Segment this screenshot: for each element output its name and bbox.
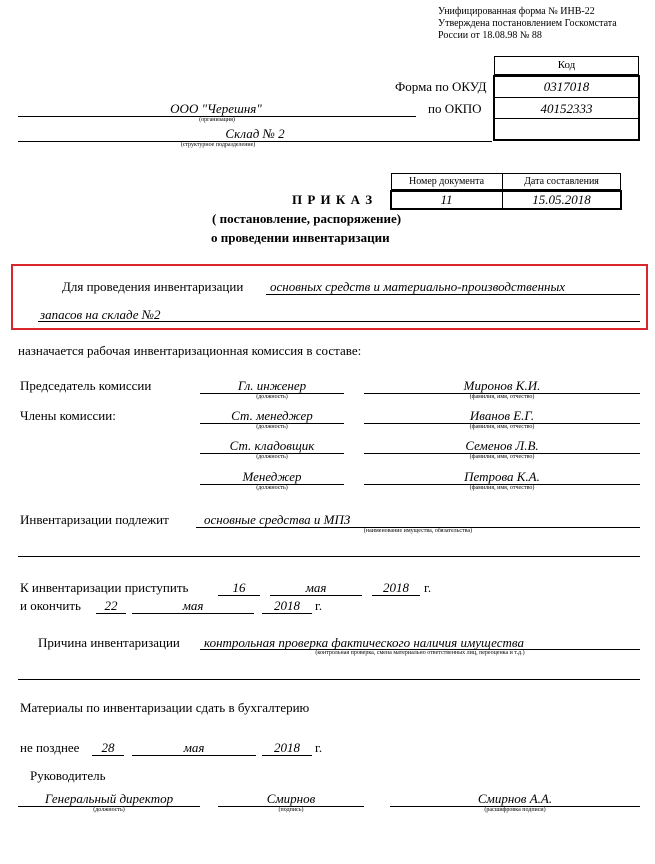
subject-label: Инвентаризации подлежит: [20, 512, 169, 527]
end-day: 22: [104, 598, 118, 613]
form-name: Унифицированная форма № ИНВ-22: [438, 6, 595, 17]
head-signature-caption: (подпись): [278, 807, 304, 813]
okud-label: Форма по ОКУД: [395, 79, 487, 94]
purpose-line1: [266, 294, 640, 295]
doc-date-header: Дата составления: [524, 176, 599, 187]
okud-value: 0317018: [543, 79, 590, 94]
doc-number-value: 11: [440, 192, 453, 207]
head-signature: Смирнов: [266, 791, 316, 806]
end-year-suffix: г.: [315, 598, 323, 613]
reason-value: контрольная проверка фактического наличия имущества: [204, 635, 524, 650]
start-day: 16: [232, 580, 246, 595]
deadline-label: не позднее: [20, 740, 80, 755]
reason-caption: (контрольная проверка, смена материально ответственных лиц, переоценка и т.д.): [315, 650, 525, 656]
code-header: Код: [557, 59, 576, 71]
purpose-value-line2: запасов на складе №2: [40, 307, 161, 322]
order-subtitle: ( постановление, распоряжение): [212, 211, 402, 226]
head-decoding-caption: (расшифровка подписи): [484, 807, 546, 813]
name-caption: (фамилия, имя, отчество): [469, 394, 535, 400]
position-caption: (должность): [256, 424, 288, 430]
name-caption: (фамилия, имя, отчество): [469, 454, 535, 460]
start-month: мая: [305, 580, 327, 595]
organization-caption: (организация): [199, 117, 235, 123]
end-month-line: [132, 613, 254, 614]
subject-line2: [18, 556, 640, 557]
purpose-label: Для проведения инвентаризации: [62, 279, 244, 294]
end-month: мая: [182, 598, 204, 613]
head-decoding: Смирнов А.А.: [477, 791, 553, 806]
deadline-month: мая: [183, 740, 205, 755]
order-topic: о проведении инвентаризации: [211, 230, 390, 245]
approval-line: Утверждена постановлением Госкомстата: [438, 18, 617, 29]
member-position: Ст. кладовщик: [229, 438, 315, 453]
head-position-caption: (должность): [93, 807, 125, 813]
approval-date: России от 18.08.98 № 88: [438, 30, 542, 41]
end-year: 2018: [274, 598, 300, 613]
subject-caption: (наименование имущества, обязательства): [363, 528, 473, 534]
subject-value: основные средства и МПЗ: [204, 512, 351, 527]
deadline-year: 2018: [274, 740, 300, 755]
members-label: Члены комиссии:: [20, 408, 116, 423]
head-position: Генеральный директор: [44, 791, 174, 806]
position-caption: (должность): [256, 485, 288, 491]
end-day-line: [96, 613, 126, 614]
okpo-value: 40152333: [540, 101, 593, 116]
doc-date-value: 15.05.2018: [532, 192, 591, 207]
head-label: Руководитель: [30, 768, 106, 783]
member-position: Ст. менеджер: [231, 408, 313, 423]
member-name: Петрова К.А.: [464, 469, 540, 484]
position-caption: (должность): [256, 454, 288, 460]
chairman-name: Миронов К.И.: [463, 378, 541, 393]
reason-line2: [18, 679, 640, 680]
deadline-day-line: [92, 755, 124, 756]
deadline-month-line: [132, 755, 256, 756]
start-label: К инвентаризации приступить: [20, 580, 189, 595]
start-day-line: [218, 595, 260, 596]
deadline-day: 28: [101, 740, 115, 755]
organization-value: ООО "Черешня": [170, 101, 262, 116]
form-approval-note: [438, 6, 617, 42]
department-value: Склад № 2: [225, 126, 285, 141]
position-caption: (должность): [256, 394, 288, 400]
department-caption: (структурное подразделение): [180, 142, 256, 148]
end-year-line: [262, 613, 312, 614]
chairman-position: Гл. инженер: [237, 378, 307, 393]
start-year-line: [372, 595, 420, 596]
code-divider: [495, 118, 638, 119]
member-position: Менеджер: [242, 469, 302, 484]
deadline-year-suffix: г.: [315, 740, 323, 755]
okpo-label: по ОКПО: [428, 101, 482, 116]
member-name: Семенов Л.В.: [465, 438, 539, 453]
commission-intro: назначается рабочая инвентаризационная комиссия в составе:: [18, 343, 362, 358]
code-divider: [495, 97, 638, 98]
materials-text: Материалы по инвентаризации сдать в бухгалтерию: [20, 700, 310, 715]
order-title: П Р И К А З: [292, 192, 374, 207]
purpose-value-line1: основных средств и материально-производственных: [270, 279, 566, 294]
purpose-line2: [38, 321, 640, 322]
deadline-year-line: [262, 755, 312, 756]
reason-label: Причина инвентаризации: [38, 635, 180, 650]
start-year-suffix: г.: [424, 580, 432, 595]
name-caption: (фамилия, имя, отчество): [469, 485, 535, 491]
start-year: 2018: [383, 580, 409, 595]
doc-number-header: Номер документа: [408, 176, 485, 187]
start-month-line: [270, 595, 362, 596]
chairman-label: Председатель комиссии: [20, 378, 152, 393]
end-label: и окончить: [20, 598, 81, 613]
name-caption: (фамилия, имя, отчество): [469, 424, 535, 430]
code-header-cell: [494, 56, 639, 75]
member-name: Иванов Е.Г.: [469, 408, 535, 423]
